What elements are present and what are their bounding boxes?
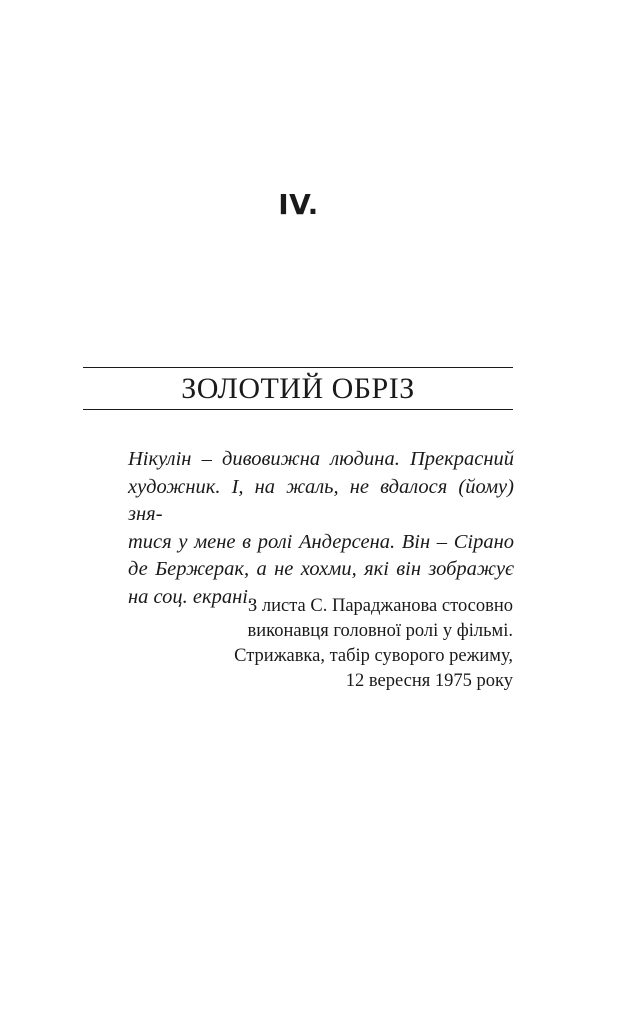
source-line: 12 вересня 1975 року — [345, 671, 513, 691]
source-line: Стрижавка, табір суворого режиму, — [234, 646, 513, 666]
epigraph-line: Нікулін – дивовижна людина. Прекрасний — [128, 448, 514, 470]
epigraph-line: на соц. екрані. — [128, 585, 254, 608]
source-line: З листа С. Параджанова стосовно — [248, 596, 513, 616]
epigraph-line: художник. І, на жаль, не вдалося (йому) зня- — [128, 475, 514, 526]
part-number: IV. — [278, 188, 319, 221]
source-line: виконавця головної ролі у фільмі. — [247, 621, 513, 641]
epigraph-line: де Бержерак, а не хохми, які він зображує — [128, 558, 514, 581]
title-rule-bottom — [83, 409, 513, 410]
epigraph — [128, 446, 514, 612]
epigraph-line: тися у мене в ролі Андерсена. Він – Сірано — [128, 530, 514, 553]
epigraph-source — [234, 594, 513, 694]
title-rule-top — [83, 367, 513, 368]
chapter-title: ЗОЛОТИЙ ОБРІЗ — [181, 372, 415, 405]
